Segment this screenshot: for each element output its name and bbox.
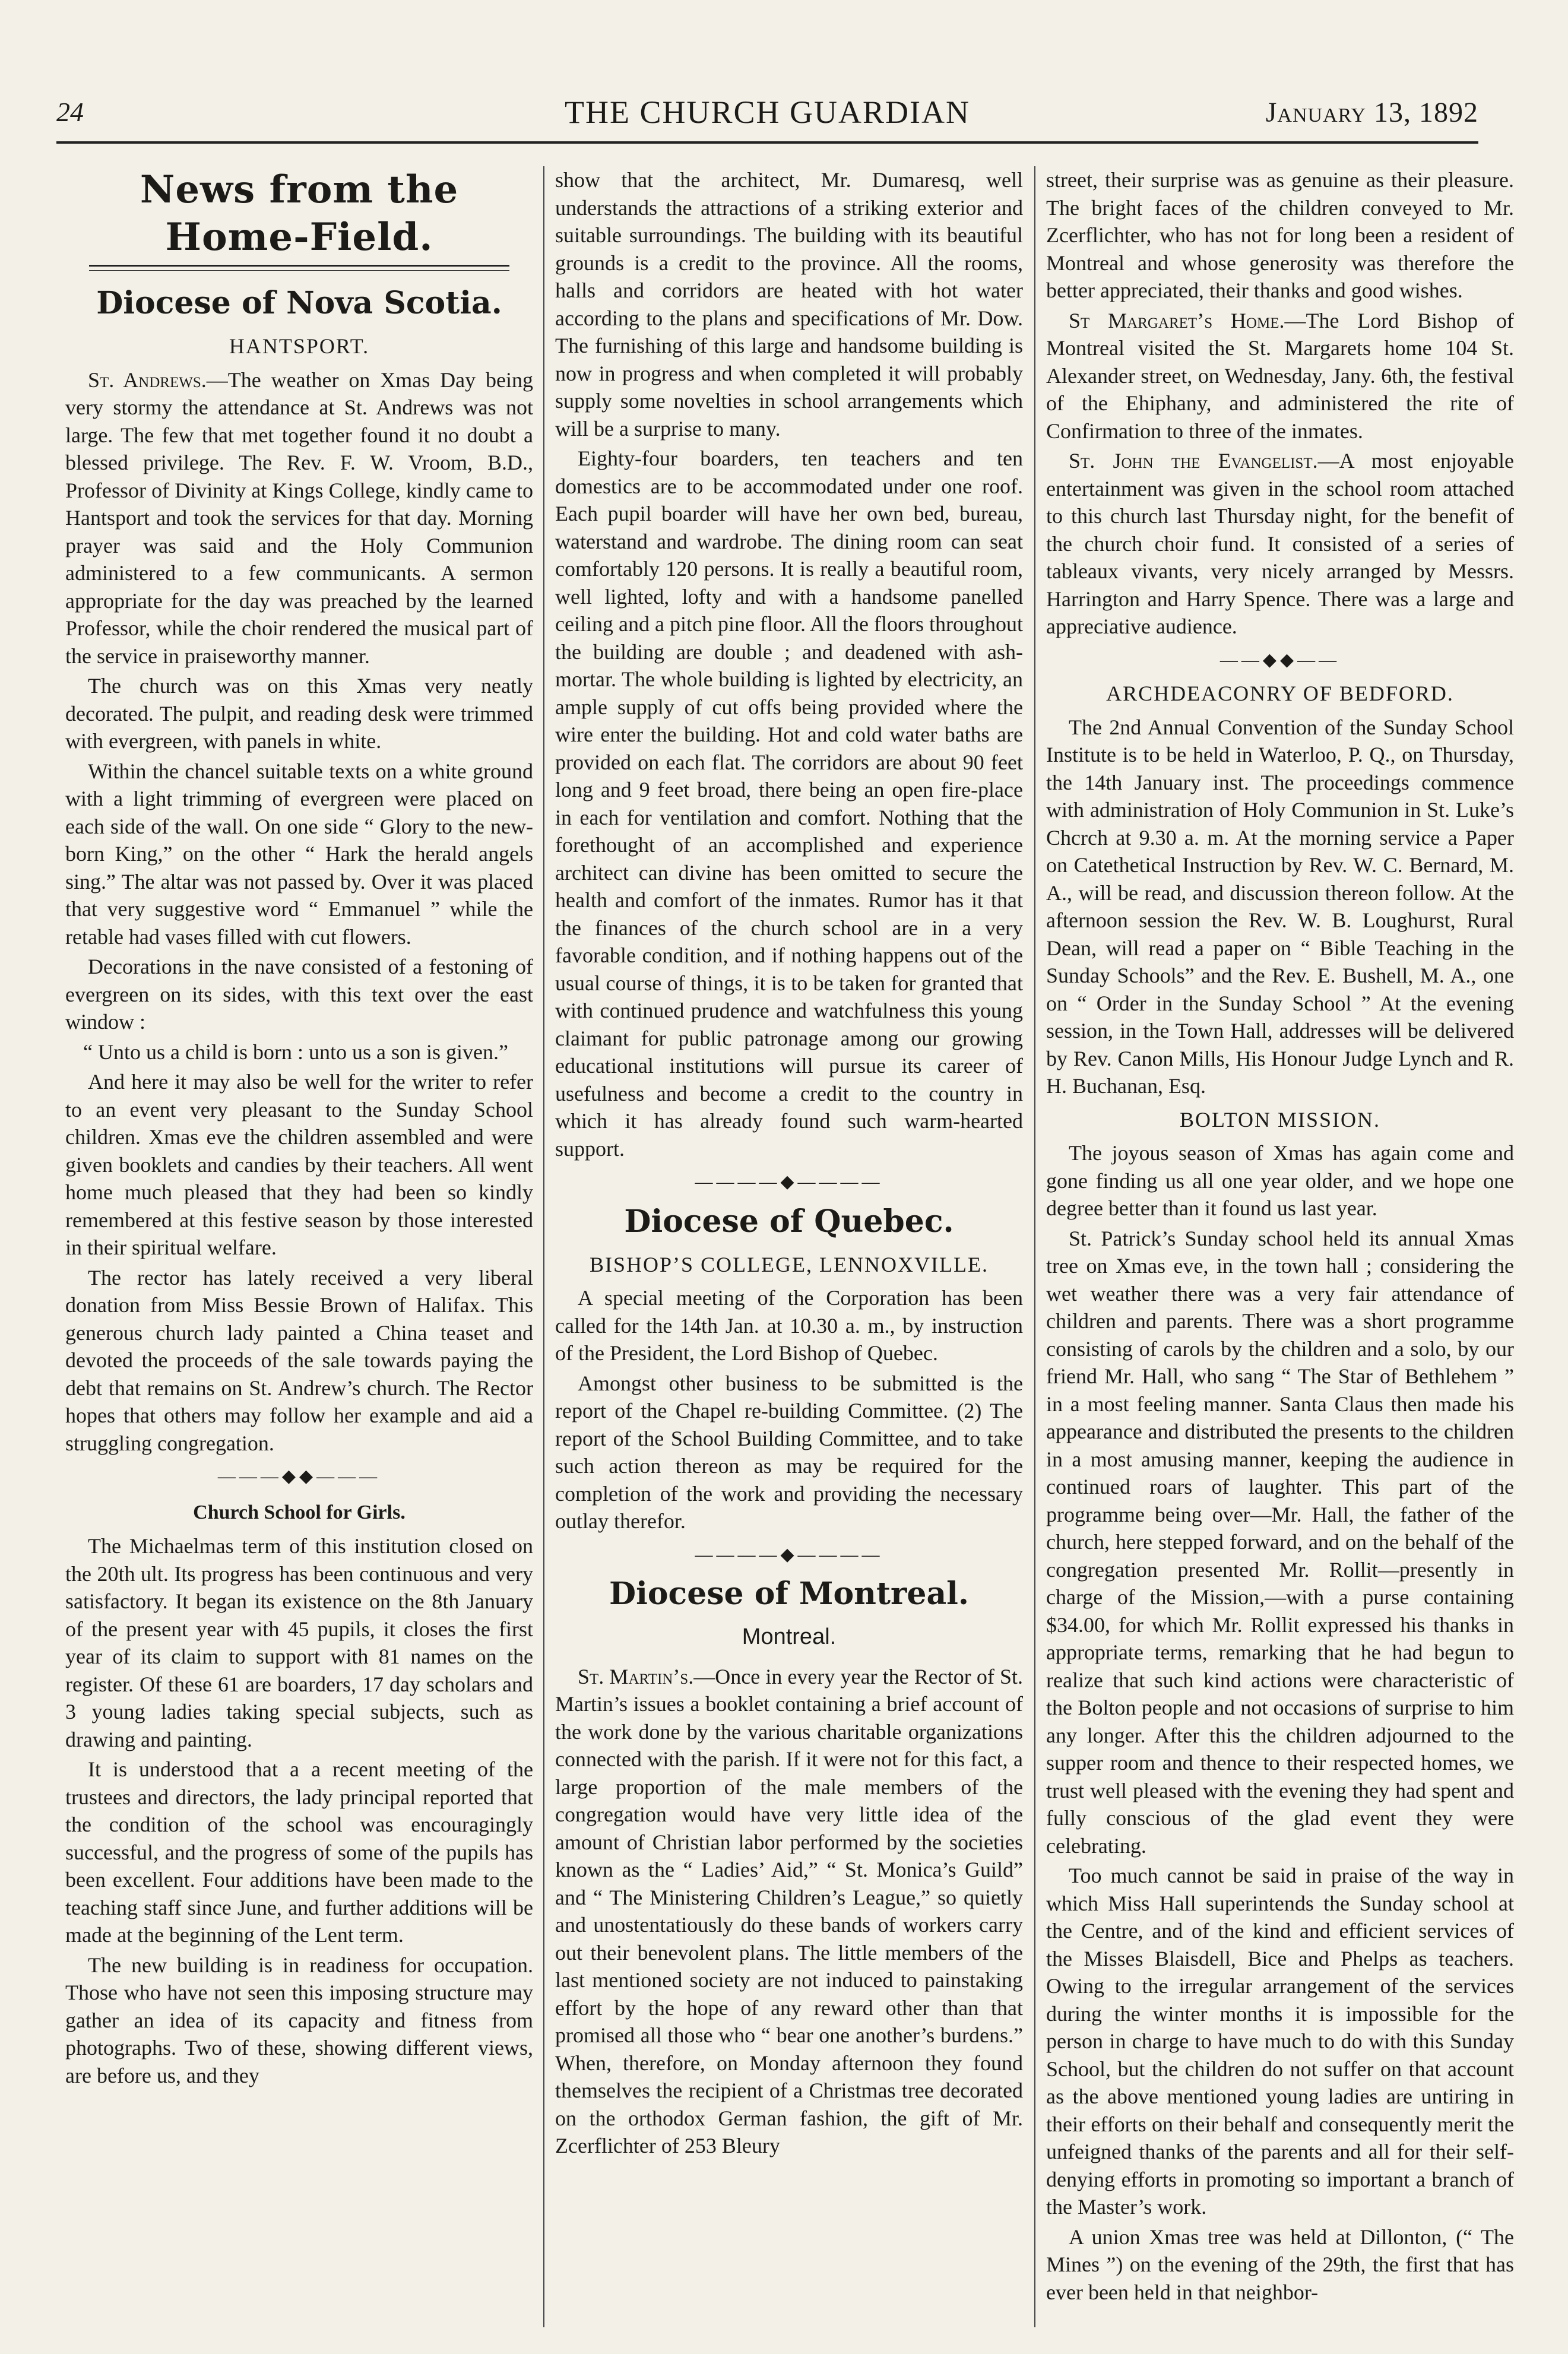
column-divider: [1034, 166, 1035, 2327]
article-paragraph: The 2nd Annual Convention of the Sunday School Institute is to be held in Waterloo, P. Q., on Thursday, the 14th January inst. The proceedings commence with administration of Holy Communion in St. Luke’s Chcrch at 9.30 a. m. At the morning service a Paper on Catethetical Instruction by Rev. W. C. Bernard, M. A., will be read, and discussion thereon follow. At the afternoon session the Rev. W. B. Loughurst, Rural Dean, will read a paper on “ Bible Teaching in the Sunday Schools” and the Rev. E. Bushell, M. A., one on “ Order in the Sunday School ” At the evening session, in the Town Hall, addresses will be delivered by Rev. Canon Mills, His Honour Judge Lynch and R. H. Buchanan, Esq.: [1046, 715, 1514, 1098]
issue-date: January 13, 1892: [1265, 97, 1478, 128]
place-heading: ARCHDEACONRY OF BEDFORD.: [1106, 682, 1454, 705]
masthead-rule: [89, 265, 509, 271]
article-paragraph: Too much cannot be said in praise of the way in which Miss Hall superintends the Sunday school at the Centre, and of the kind and efficient services of the Misses Blaisdell, Bice and Phelps as teachers. Owing to the irregular arrangement of the services during the winter months it is impossible for the person in charge to have much to do with this Sunday School, but the children do not suffer on that account as the above mentioned young ladies are untiring in their efforts on their behalf and consequently merit the unfeigned thanks of the parents and all for their self-denying efforts in promoting so important a branch of the Master’s work.: [1046, 1864, 1514, 2219]
subsection-heading: Church School for Girls.: [193, 1501, 406, 1523]
section-ornament: ——◆◆——: [1219, 650, 1341, 670]
place-heading: HANTSPORT.: [229, 334, 370, 358]
article-paragraph: show that the architect, Mr. Dumaresq, well understands the attractions of a striking exterior and suitable surroundings. The building with its beautiful grounds is a credit to the province. All the rooms, halls and corridors are heated with hot water according to the plans and specifications of Mr. Dow. The furnishing of this large and handsome building is now in progress and when completed it will probably supply some novelties in school arrangements which will be a surprise to many.: [555, 168, 1023, 441]
diocese-heading: Diocese of Montreal.: [609, 1576, 969, 1612]
item-label: St. John the Evangelist.: [1069, 449, 1318, 473]
article-paragraph: Within the chancel suitable texts on a white ground with a light trimming of evergreen were placed on each side of the wall. On one side “ Glory to the new-born King,” on the other “ Hark the herald angels sing.” The altar was not passed by. Over it was placed that very suggestive word “ Emmanuel ” while the retable had vases filled with cut flowers.: [65, 759, 533, 949]
item-label: St. Andrews.: [88, 367, 207, 392]
column-3: [1046, 166, 1514, 2327]
item-label: St Margaret’s Home.: [1069, 308, 1285, 332]
page-number: 24: [56, 97, 84, 127]
page-header: [56, 94, 1478, 144]
diocese-heading: Diocese of Quebec.: [624, 1203, 954, 1240]
diocese-heading: Diocese of Nova Scotia.: [96, 285, 502, 321]
article-paragraph: The Michaelmas term of this institution closed on the 20th ult. Its progress has been continuous and very satisfactory. It began its existence on the 8th January of the present year with 45 pupils, it closes the first year of its claim to support with 81 names on the register. Of these 61 are boarders, 17 day scholars and 3 young ladies taking special subjects, such as drawing and painting.: [65, 1534, 533, 1751]
article-paragraph: And here it may also be well for the writer to refer to an event very pleasant to the Sunday School children. Xmas eve the children assembled and were given booklets and candies by their teachers. All went home much pleased that they had been so kindly remembered at this festive season by those interested in their spiritual welfare.: [65, 1070, 533, 1259]
section-masthead: News from the Home-Field.: [140, 167, 459, 259]
section-ornament: ———◆◆———: [217, 1466, 381, 1486]
section-ornament: ————◆————: [695, 1172, 883, 1192]
column-divider: [543, 166, 544, 2327]
article-paragraph: St Margaret’s Home.—The Lord Bishop of Montreal visited the St. Margarets home 104 St. Alexander street, on Wednesday, Jany. 6th, the festival of the Ehiphany, and administered the rite of Confirmation to three of the inmates.: [1046, 308, 1514, 443]
item-label: St. Martin’s.: [578, 1664, 694, 1688]
article-paragraph: A union Xmas tree was held at Dillonton, (“ The Mines ”) on the evening of the 29th, the first that has ever been held in that neighbor-: [1046, 2225, 1514, 2304]
column-1: [65, 166, 533, 2327]
section-ornament: ————◆————: [695, 1544, 883, 1564]
article-paragraph: A special meeting of the Corporation has been called for the 14th Jan. at 10.30 a. m., by instruction of the President, the Lord Bishop of Quebec.: [555, 1286, 1023, 1365]
article-paragraph: St. John the Evangelist.—A most enjoyable entertainment was given in the school room attached to this church last Thursday night, for the benefit of the church choir fund. It consisted of a series of tableaux vivants, very nicely arranged by Messrs. Harrington and Harry Spence. There was a large and appreciative audience.: [1046, 449, 1514, 638]
article-paragraph: The joyous season of Xmas has again come and gone finding us all one year older, and we hope one degree better than it found us last year.: [1046, 1141, 1514, 1220]
article-paragraph: St. Martin’s.—Once in every year the Rector of St. Martin’s issues a booklet containing a brief account of the work done by the various charitable organizations connected with the parish. If it were not for this fact, a large proportion of the male members of the congregation would have very little idea of the amount of Christian labor performed by the societies known as the “ Ladies’ Aid,” “ St. Monica’s Guild” and “ The Ministering Children’s League,” so quietly and unostentatiously do these bands of workers carry out their benevolent plans. The little members of the last mentioned society are not induced to painstaking effort by the hope of any reward other than that promised all those who “ bear one another’s burdens.” When, therefore, on Monday afternoon they found themselves the recipient of a Christmas tree decorated on the orthodox German fashion, the gift of Mr. Zcerflichter of 253 Bleury: [555, 1664, 1023, 2157]
article-paragraph: It is understood that a a recent meeting of the trustees and directors, the lady principal reported that the condition of the school was encouragingly successful, and the progress of some of the pupils has been excellent. Four additions have been made to the teaching staff since June, and further additions will be made at the beginning of the Lent term.: [65, 1757, 533, 1947]
article-paragraph: street, their surprise was as genuine as their pleasure. The bright faces of the children conveyed to Mr. Zcerflichter, who has not for long been a resident of Montreal and whose generosity was therefore the better appreciated, their thanks and good wishes.: [1046, 168, 1514, 302]
article-paragraph: St. Andrews.—The weather on Xmas Day being very stormy the attendance at St. Andrews was not large. The few that met together found it no doubt a blessed privilege. The Rev. F. W. Vroom, B.D., Professor of Divinity at Kings College, kindly came to Hantsport and took the services for that day. Morning prayer was said and the Holy Communion administered to a few communicants. A sermon appropriate for the day was preached by the learned Professor, while the choir rendered the musical part of the service in praiseworthy manner.: [65, 367, 533, 668]
article-paragraph: The new building is in readiness for occupation. Those who have not seen this imposing structure may gather an idea of its capacity and fitness from photographs. Two of these, showing different views, are before us, and they: [65, 1953, 533, 2087]
article-paragraph: Eighty-four boarders, ten teachers and ten domestics are to be accommodated under one roof. Each pupil boarder will have her own bed, bureau, waterstand and wardrobe. The dining room can seat comfortably 120 persons. It is really a beautiful room, well lighted, lofty and with a handsome panelled ceiling and a pitch pine floor. All the floors throughout the building are double ; and deadened with ash-mortar. The whole building is lighted by electricity, an ample supply of cut offs being provided where the wire enter the building. Hot and cold water baths are provided on each flat. The corridors are about 90 feet long and 9 feet broad, there being an open fire-place in each for ventilation and comfort. Nothing that the forethought of an accomplished and experience architect can divine has been omitted to secure the health and comfort of the inmates. Rumor has it that the finances of the church school are in a very favorable condition, and if nothing happens out of the usual course of things, it is to be taken for granted that with continued prudence and watchfulness this young claimant for public patronage among our growing educational institutions will pursue its career of usefulness and become a credit to the country in which it has already found such warm-hearted support.: [555, 446, 1023, 1161]
article-paragraph: Amongst other business to be submitted is the report of the Chapel re-building Committee. (2) The report of the School Building Committee, and to take such action thereon as may be required for the completion of the work and providing the necessary outlay therefor.: [555, 1371, 1023, 1533]
newspaper-title: THE CHURCH GUARDIAN: [565, 94, 970, 130]
article-paragraph: Decorations in the nave consisted of a festoning of evergreen on its sides, with this text over the east window :: [65, 955, 533, 1034]
article-paragraph: St. Patrick’s Sunday school held its annual Xmas tree on Xmas eve, in the town hall ; considering the wet weather there was a very fair attendance of children and parents. There was a short programme consisting of carols by the children and a solo, by our friend Mr. Hall, who sang “ The Star of Bethlehem ” in a most feeling manner. Santa Claus then made his appearance and distributed the presents to the children in a most amusing manner, keeping the audience in continued roars of laughter. This part of the programme being over—Mr. Hall, the father of the church, here stepped forward, and on the behalf of the congregation presented Mr. Rollit—presently in charge of the Mission,—with a purse containing $34.00, for which Mr. Rollit expressed his thanks in appropriate terms, remarking that he had begun to realize that such kind actions were characteristic of the Bolton people and not occasions of surprise to him any longer. After this the children adjourned to the supper room and thence to their respected homes, we trust well pleased with the evening they had spent and fully conscious of the glad event they were celebrating.: [1046, 1226, 1514, 1858]
place-heading: BOLTON MISSION.: [1179, 1107, 1381, 1132]
column-2: [555, 166, 1023, 2327]
article-paragraph: The rector has lately received a very liberal donation from Miss Bessie Brown of Halifax. This generous church lady painted a China teaset and devoted the proceeds of the sale towards paying the debt that remains on St. Andrew’s church. The Rector hopes that others may follow her example and aid a struggling congregation.: [65, 1265, 533, 1455]
article-paragraph: The church was on this Xmas very neatly decorated. The pulpit, and reading desk were trimmed with evergreen, with panels in white.: [65, 674, 533, 753]
place-heading: BISHOP’S COLLEGE, LENNOXVILLE.: [590, 1252, 989, 1276]
scripture-quote: “ Unto us a child is born : unto us a son is given.”: [83, 1040, 508, 1064]
place-heading: Montreal.: [742, 1624, 837, 1649]
